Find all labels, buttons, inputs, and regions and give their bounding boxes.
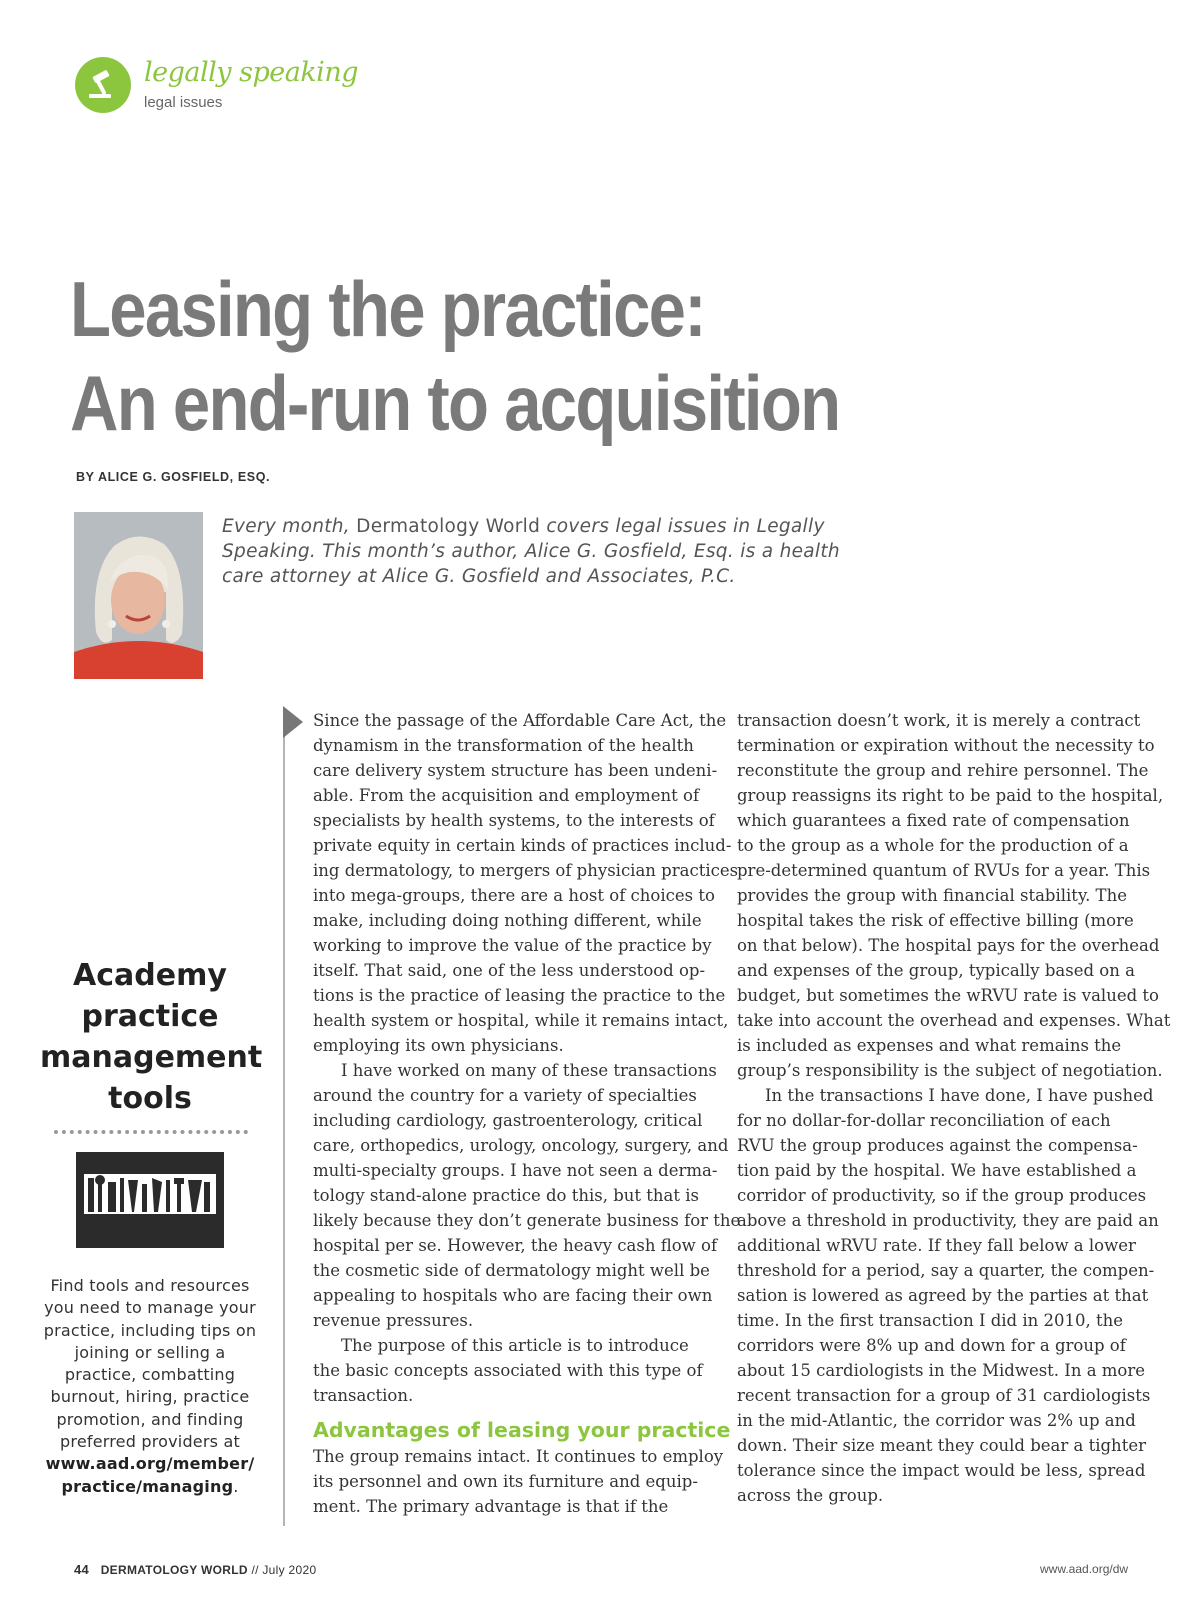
text-line: ment. The primary advantage is that if the xyxy=(313,1497,669,1516)
text-line: is included as expenses and what remains the xyxy=(737,1036,1122,1055)
text-line: provides the group with financial stability. The xyxy=(737,886,1127,905)
sidebar-title-line: tools xyxy=(108,1081,192,1116)
text-line: in the mid-Atlantic, the corridor was 2% up and xyxy=(737,1411,1136,1430)
text-line: The group remains intact. It continues to employ xyxy=(313,1447,724,1466)
text-line: care, orthopedics, urology, oncology, surgery, and xyxy=(313,1136,729,1155)
text-line: The purpose of this article is to introduce xyxy=(341,1336,689,1355)
text-line: on that below). The hospital pays for the overhead xyxy=(737,936,1160,955)
byline: BY ALICE G. GOSFIELD, ESQ. xyxy=(76,470,271,484)
text-line: pre-determined quantum of RVUs for a year. This xyxy=(737,861,1151,880)
text-line: Since the passage of the Affordable Care Act, the xyxy=(313,711,727,730)
intro-text: covers legal issues in Legally Speaking. This month’s author, Alice G. Gosfield, Esq. is a health care attorney at Alice G. Gosfield and Associates, P.C. xyxy=(222,516,840,587)
text-line: transaction. xyxy=(313,1386,414,1405)
paragraph xyxy=(313,1058,741,1333)
text-line: above a threshold in productivity, they are paid an xyxy=(737,1211,1159,1230)
text-line: threshold for a period, say a quarter, the compen- xyxy=(737,1261,1155,1280)
text-line: itself. That said, one of the less understood op- xyxy=(313,961,706,980)
text-line: care delivery system structure has been undeni- xyxy=(313,761,718,780)
text-line: to the group as a whole for the production of a xyxy=(737,836,1129,855)
text-line: dynamism in the transformation of the health xyxy=(313,736,694,755)
text-line: working to improve the value of the practice by xyxy=(313,936,712,955)
text-line: including cardiology, gastroenterology, critical xyxy=(313,1111,703,1130)
body-column-1 xyxy=(313,708,741,1519)
text-line: sation is lowered as agreed by the parties at that xyxy=(737,1286,1149,1305)
text-line: into mega-groups, there are a host of choices to xyxy=(313,886,715,905)
text-line: health system or hospital, while it remains intact, xyxy=(313,1011,729,1030)
sidebar-punct: . xyxy=(233,1476,239,1496)
text-line: across the group. xyxy=(737,1486,884,1505)
section-badge xyxy=(75,57,131,113)
sidebar-divider xyxy=(54,1130,248,1134)
text-line: I have worked on many of these transactions xyxy=(341,1061,717,1080)
section-title: legally speaking xyxy=(144,57,358,88)
sidebar-text xyxy=(40,1275,260,1498)
text-line: and expenses of the group, typically based on a xyxy=(737,961,1135,980)
text-line: which guarantees a fixed rate of compensation xyxy=(737,811,1130,830)
text-line: for no dollar-for-dollar reconciliation of each xyxy=(737,1111,1111,1130)
text-line: around the country for a variety of specialties xyxy=(313,1086,697,1105)
text-line: down. Their size meant they could bear a tighter xyxy=(737,1436,1146,1455)
text-line: ing dermatology, to mergers of physician practices xyxy=(313,861,739,880)
footer-url[interactable]: www.aad.org/dw xyxy=(1040,1562,1129,1576)
sidebar-link[interactable]: www.aad.org/member/ practice/managing xyxy=(45,1454,255,1496)
text-line: hospital per se. However, the heavy cash flow of xyxy=(313,1236,718,1255)
text-line: specialists by health systems, to the interests of xyxy=(313,811,715,830)
text-line: tolerance since the impact would be less, spread xyxy=(737,1461,1146,1480)
text-line: the cosmetic side of dermatology might well be xyxy=(313,1261,710,1280)
text-line: reconstitute the group and rehire personnel. The xyxy=(737,761,1149,780)
text-line: likely because they don’t generate business for the xyxy=(313,1211,741,1230)
gavel-icon xyxy=(85,67,121,103)
toolbox-icon xyxy=(76,1152,224,1248)
magazine-name: Dermatology World xyxy=(356,516,541,537)
sidebar-title-line: management xyxy=(40,1040,263,1075)
text-line: about 15 cardiologists in the Midwest. In a more xyxy=(737,1361,1146,1380)
text-line: employing its own physicians. xyxy=(313,1036,564,1055)
paragraph xyxy=(313,1444,724,1519)
author-intro xyxy=(222,514,862,589)
text-line: tion paid by the hospital. We have established a xyxy=(737,1161,1137,1180)
text-line: make, including doing nothing different, while xyxy=(313,911,702,930)
section-subhead: Advantages of leasing your practice xyxy=(313,1418,731,1442)
text-line: take into account the overhead and expenses. What xyxy=(737,1011,1171,1030)
arrow-marker-icon xyxy=(283,706,303,738)
sidebar-body: Find tools and resources you need to manage your practice, including tips on joining or selling a practice, combatting burnout, hiring, practice promotion, and finding preferred providers at xyxy=(43,1276,257,1452)
text-line: group reassigns its right to be paid to the hospital, xyxy=(737,786,1164,805)
issue-date: July 2020 xyxy=(262,1563,317,1577)
paragraph xyxy=(313,708,739,1058)
text-line: RVU the group produces against the compensa- xyxy=(737,1136,1138,1155)
text-line: the basic concepts associated with this type of xyxy=(313,1361,703,1380)
footer-separator: // xyxy=(251,1563,259,1577)
magazine-title: DERMATOLOGY WORLD xyxy=(100,1563,248,1577)
text-line: group’s responsibility is the subject of negotiation. xyxy=(737,1061,1163,1080)
text-line: In the transactions I have done, I have pushed xyxy=(765,1086,1154,1105)
article-title xyxy=(70,262,982,450)
footer-folio xyxy=(74,1562,316,1577)
author-photo xyxy=(74,512,203,679)
text-line: tology stand-alone practice do this, but that is xyxy=(313,1186,699,1205)
text-line: transaction doesn’t work, it is merely a contract xyxy=(737,711,1141,730)
text-line: corridors were 8% up and down for a group of xyxy=(737,1336,1126,1355)
body-column-2 xyxy=(737,708,1171,1508)
text-line: appealing to hospitals who are facing their own xyxy=(313,1286,713,1305)
text-line: budget, but sometimes the wRVU rate is valued to xyxy=(737,986,1159,1005)
text-line: multi-specialty groups. I have not seen a derma- xyxy=(313,1161,718,1180)
column-divider xyxy=(283,718,285,1526)
page-number: 44 xyxy=(74,1562,90,1577)
text-line: time. In the first transaction I did in 2010, the xyxy=(737,1311,1124,1330)
section-subtitle: legal issues xyxy=(144,94,223,111)
article-title-line: An end-run to acquisition xyxy=(70,359,840,447)
paragraph xyxy=(313,1333,713,1408)
text-line: hospital takes the risk of effective billing (more xyxy=(737,911,1134,930)
text-line: corridor of productivity, so if the group produces xyxy=(737,1186,1147,1205)
sidebar-title-line: practice xyxy=(81,999,219,1034)
text-line: termination or expiration without the necessity to xyxy=(737,736,1155,755)
paragraph xyxy=(737,1083,1159,1508)
text-line: able. From the acquisition and employment of xyxy=(313,786,700,805)
text-line: private equity in certain kinds of practices includ- xyxy=(313,836,732,855)
text-line: tions is the practice of leasing the practice to the xyxy=(313,986,726,1005)
text-line: its personnel and own its furniture and equip- xyxy=(313,1472,698,1491)
sidebar-title-line: Academy xyxy=(73,958,227,993)
text-line: revenue pressures. xyxy=(313,1311,474,1330)
text-line: recent transaction for a group of 31 cardiologists xyxy=(737,1386,1151,1405)
paragraph xyxy=(737,708,1171,1083)
text-line: additional wRVU rate. If they fall below a lower xyxy=(737,1236,1136,1255)
article-title-line: Leasing the practice: xyxy=(70,265,705,353)
sidebar-title xyxy=(40,955,263,1119)
intro-text: Every month, xyxy=(222,516,357,537)
